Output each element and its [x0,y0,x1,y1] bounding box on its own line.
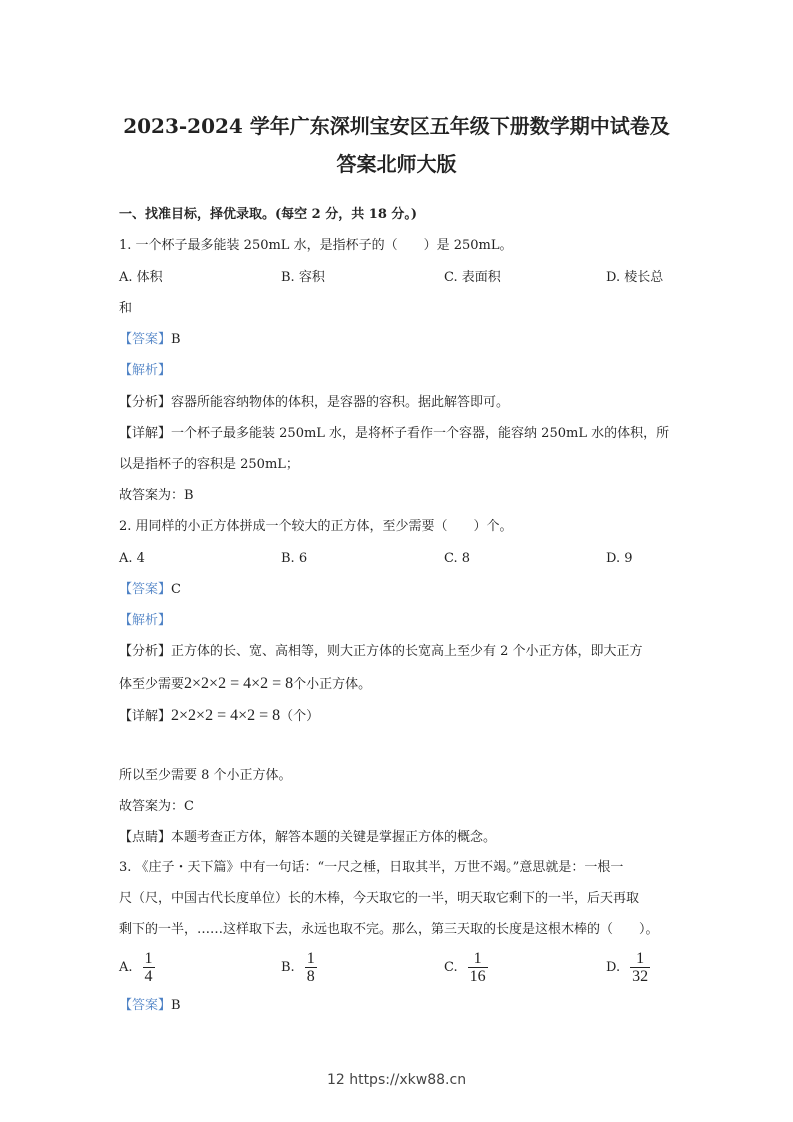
option-label: C. [444,960,458,975]
q3-option-c [444,950,488,985]
fraction [630,950,650,985]
comment-text: 本题考查正方体，解答本题的关键是掌握正方体的概念。 [171,830,497,845]
q1-stem: 1. 一个杯子最多能装 250mL 水，是指杯子的（ ）是 250mL。 [119,238,513,253]
option-label: D. [606,960,621,975]
q3-option-d [606,950,650,985]
q2-option-b: B. 6 [281,551,308,566]
unit: （个） [280,709,320,724]
option-label: B. [281,960,295,975]
fraction [305,950,317,985]
analysis-text: 个小正方体。 [293,677,372,692]
answer-tag: 【答案】 [119,998,172,1013]
detail-text: 一个杯子最多能装 250mL 水，是将杯子看作一个容器，能容纳 250mL 水的体积，所 [171,426,670,441]
q1-answer [119,332,181,348]
numerator: 1 [630,950,650,968]
answer-tag: 【答案】 [119,332,172,347]
answer-value: B [171,998,181,1013]
analysis-tag: 【分析】 [119,644,172,659]
q1-detail-1 [119,426,669,442]
math-expression: 2×2×2 = 4×2 = 8 [184,675,294,692]
q1-jiexi-tag: 【解析】 [119,363,172,378]
denominator: 16 [469,968,486,985]
detail-tag: 【详解】 [119,709,172,724]
q3-stem-2: 尺（尺，中国古代长度单位）长的木棒，今天取它的一半，明天取它剩下的一半，后天再取 [119,891,640,906]
q1-option-a: A. 体积 [119,270,163,285]
denominator: 4 [144,968,153,985]
q2-option-a: A. 4 [119,551,145,566]
q2-answer [119,582,181,598]
q2-analysis-2 [119,676,371,693]
q1-option-c: C. 表面积 [444,270,501,285]
q2-option-d: D. 9 [606,551,633,566]
analysis-text: 正方体的长、宽、高相等，则大正方体的长宽高上至少有 2 个小正方体，即大正方 [171,644,643,659]
q1-detail-2: 以是指杯子的容积是 250mL； [119,457,299,472]
title-line-1: 2023-2024 学年广东深圳宝安区五年级下册数学期中试卷及 [123,114,670,138]
q2-stem: 2. 用同样的小正方体拼成一个较大的正方体，至少需要（ ）个。 [119,519,513,534]
q3-stem-3: 剩下的一半，……这样取下去，永远也取不完。那么，第三天取的长度是这根木棒的（ ）。 [119,922,659,937]
q2-jiexi-tag: 【解析】 [119,613,172,628]
q1-option-d: D. 棱长总 [606,270,664,285]
math-expression: 2×2×2 = 4×2 = 8 [171,707,281,724]
section-heading: 一、找准目标，择优录取。(每空 2 分，共 18 分。) [119,207,418,222]
q2-detail [119,708,319,725]
q3-option-a [119,950,155,985]
page-footer: 12 https://xkw88.cn [326,1072,467,1088]
q2-final: 故答案为：C [119,799,194,814]
numerator: 1 [144,950,153,967]
answer-value: C [171,582,181,597]
q2-comment [119,830,496,846]
q3-answer [119,998,181,1014]
q2-analysis-1 [119,644,643,660]
q2-conclusion: 所以至少需要 8 个小正方体。 [119,768,292,783]
comment-tag: 【点睛】 [119,830,172,845]
q2-option-c: C. 8 [444,551,471,566]
q1-option-d-wrap: 和 [119,301,133,316]
numerator: 1 [306,950,315,967]
option-label: A. [119,960,133,975]
title-line-2: 答案北师大版 [336,152,457,176]
fraction [468,950,488,985]
analysis-tag: 【分析】 [119,395,172,410]
q1-option-b: B. 容积 [281,270,325,285]
q1-analysis [119,395,509,411]
q3-stem-1: 3. 《庄子・天下篇》中有一句话：“一尺之棰，日取其半，万世不竭。”意思就是：一根一 [119,860,624,875]
denominator: 8 [306,968,315,985]
denominator: 32 [632,968,649,985]
fraction [143,950,155,985]
answer-value: B [171,332,181,347]
analysis-text: 容器所能容纳物体的体积，是容器的容积。据此解答即可。 [171,395,510,410]
analysis-text: 体至少需要 [119,677,185,692]
detail-tag: 【详解】 [119,426,172,441]
answer-tag: 【答案】 [119,582,172,597]
q1-final: 故答案为：B [119,488,194,503]
numerator: 1 [468,950,488,968]
q3-option-b [281,950,317,985]
